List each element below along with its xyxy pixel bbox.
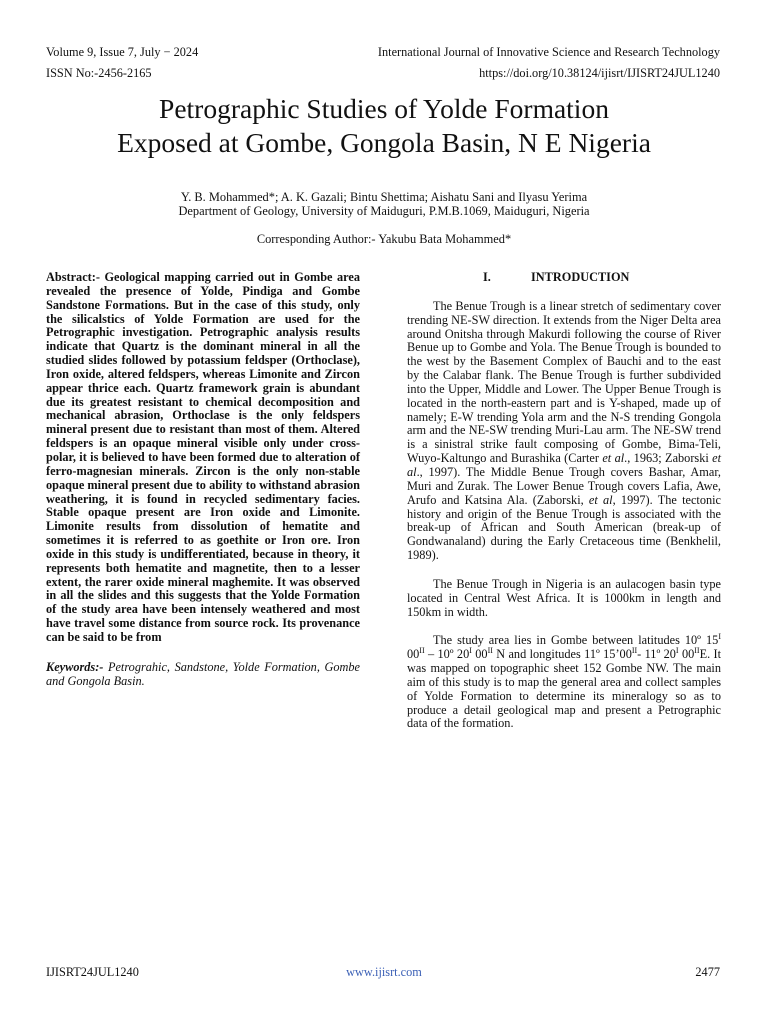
keywords: [46, 661, 360, 689]
abstract: Abstract:- Geological mapping carried out in Gombe area revealed the presence of Yolde, Pindiga and Gombe Sandstone Formations. But in the case of this study, only the silicalstics of Yolde Formation are used for the Petrographic investigation. Petrographic analysis results indicate that Quartz is the dominant mineral in all the studied slides followed by potassium feldsper (Orthoclase), Iron oxide, altered feldspers, whereas Limonite and Zircon appear thrice each. Quartz framework grain is abundant due its greatest resistant to chemical decomposition and mechanical abrasion, Orthoclase is the only feldspers mineral present due to resistant than most of them. Altered feldspers is an opaque mineral visible only under cross-polar, it is believed to have been formed due to alteration of ferro-magnesian minerals. Zircon is the only non-stable opaque mineral present due to ability to withstand abrasion weathering, it is found in recycled sedimentary facies. Stable opaque present are Iron oxide and Limonite. Limonite results from dissolution of hematite and sometimes it is referred to as goethite or Iron ore. Iron oxide in this study is undifferentiated, because in theory, it represents both hematite and magnetite, then to a lesser extent, the rarer oxide mineral maghemite. It was observed in all the slides and this suggests that the Yolde Formation of the study area have been intensely weathered and most have travel some distance from source rock. Its provenance can be said to be from: [46, 270, 360, 644]
p3-text-f: - 11º 20: [637, 647, 676, 662]
double-prime-mark: II: [487, 646, 493, 656]
intro-paragraph-2: The Benue Trough in Nigeria is an aulacogen basin type located in Central West Africa. It is 1000km in length and 150km in width.: [407, 576, 721, 619]
p1-text-d: , 1997). The tectonic history and origin of the Benue Trough is associated with the break-up of African and South American (break-up of Gondwanaland) during the Early Cretaceous time (Benkhelil, 1989).: [407, 492, 721, 563]
p1-text-c: ., 1997). The Middle Benue Trough covers Bashar, Amar, Muri and Zurak. The Lower Benue Trough covers Lafia, Awe, Arufo and Katsina Ala. (Zaborski,: [407, 464, 721, 507]
volume-info: Volume 9, Issue 7, July − 2024: [46, 45, 199, 59]
p3-text-d: 00: [471, 647, 488, 662]
p3-text-a: The study area lies in Gombe between latitudes 10º 15: [433, 633, 719, 648]
title-line-2: Exposed at Gombe, Gongola Basin, N E Nigeria: [117, 127, 651, 158]
corresponding-author: Corresponding Author:- Yakubu Bata Mohammed*: [256, 232, 512, 246]
p3-text-g: 00: [678, 647, 695, 662]
left-column: [46, 271, 360, 688]
prime-mark: I: [469, 646, 472, 656]
intro-paragraph-3: [407, 634, 721, 731]
keywords-label: Keywords:-: [46, 659, 104, 674]
footer-paper-id: IJISRT24JUL1240: [46, 965, 139, 979]
doi-link[interactable]: https://doi.org/10.38124/ijisrt/IJISRT24JUL1240: [479, 66, 720, 80]
section-number: I.: [483, 270, 491, 284]
etal-1: et al: [602, 451, 625, 466]
paper-title: [0, 92, 768, 160]
p3-text-h: E. It was mapped on topographic sheet 152 Gombe NW. The main aim of this study is to map the general area and collect samples of Yolde Formation to determine its mineralogy so as to produce a detail geological map and present a Petrographic data of the formation.: [407, 647, 722, 731]
p3-text-b: 00: [407, 647, 420, 662]
p3-text-e: N and longitudes 11º 15’00: [492, 647, 632, 662]
right-column: [407, 271, 721, 746]
intro-paragraph-1: [407, 300, 721, 563]
etal-3: et al: [588, 492, 613, 507]
p1-text-a: The Benue Trough is a linear stretch of sedimentary cover trending NE-SW direction. It extends from the Niger Delta area around Onitsha through Makurdi following the course of River Benue up to Gombe and Yola. The Benue Trough is bounded to the west by the Basement Complex of Bauchi and to the east by the Calabar flank. The Benue Trough is further subdivided into the Upper, Middle and Lower. The Upper Benue Trough is located in the north-eastern part and is Y-shaped, made up of namely; E-W trending Yola arm and the N-S trending Gongola arm and the NE-SW trending Muri-Lau arm. The NE-SW trend is a sinistral strike fault composing of Gombe, Bima-Teli, Wuyo-Kaltungo and Burashika (Carter: [407, 298, 721, 466]
double-prime-mark: II: [419, 646, 425, 656]
page-number: 2477: [695, 965, 720, 979]
keywords-text: Petrograhic, Sandstone, Yolde Formation, Gombe and Gongola Basin.: [46, 659, 360, 688]
p1-text-b: ., 1963; Zaborski: [624, 451, 713, 466]
author-affiliation: Department of Geology, University of Maiduguri, P.M.B.1069, Maiduguri, Nigeria: [178, 204, 590, 218]
prime-mark: I: [675, 646, 679, 656]
section-heading-introduction: [407, 271, 721, 285]
p3-text-c: – 10º 20: [424, 647, 470, 662]
double-prime-mark: II: [694, 646, 700, 656]
author-block: [0, 190, 768, 218]
author-names: Y. B. Mohammed*; A. K. Gazali; Bintu Shettima; Aishatu Sani and Ilyasu Yerima: [180, 190, 588, 204]
issn: ISSN No:-2456-2165: [46, 66, 152, 80]
footer-site-link[interactable]: www.ijisrt.com: [346, 965, 422, 979]
etal-2: et al: [407, 451, 722, 479]
section-title: INTRODUCTION: [531, 270, 630, 284]
journal-name: International Journal of Innovative Science and Research Technology: [377, 45, 720, 59]
double-prime-mark: II: [631, 646, 638, 656]
footer-site: [0, 965, 768, 979]
title-line-1: Petrographic Studies of Yolde Formation: [159, 93, 609, 124]
prime-mark: I: [718, 632, 721, 642]
